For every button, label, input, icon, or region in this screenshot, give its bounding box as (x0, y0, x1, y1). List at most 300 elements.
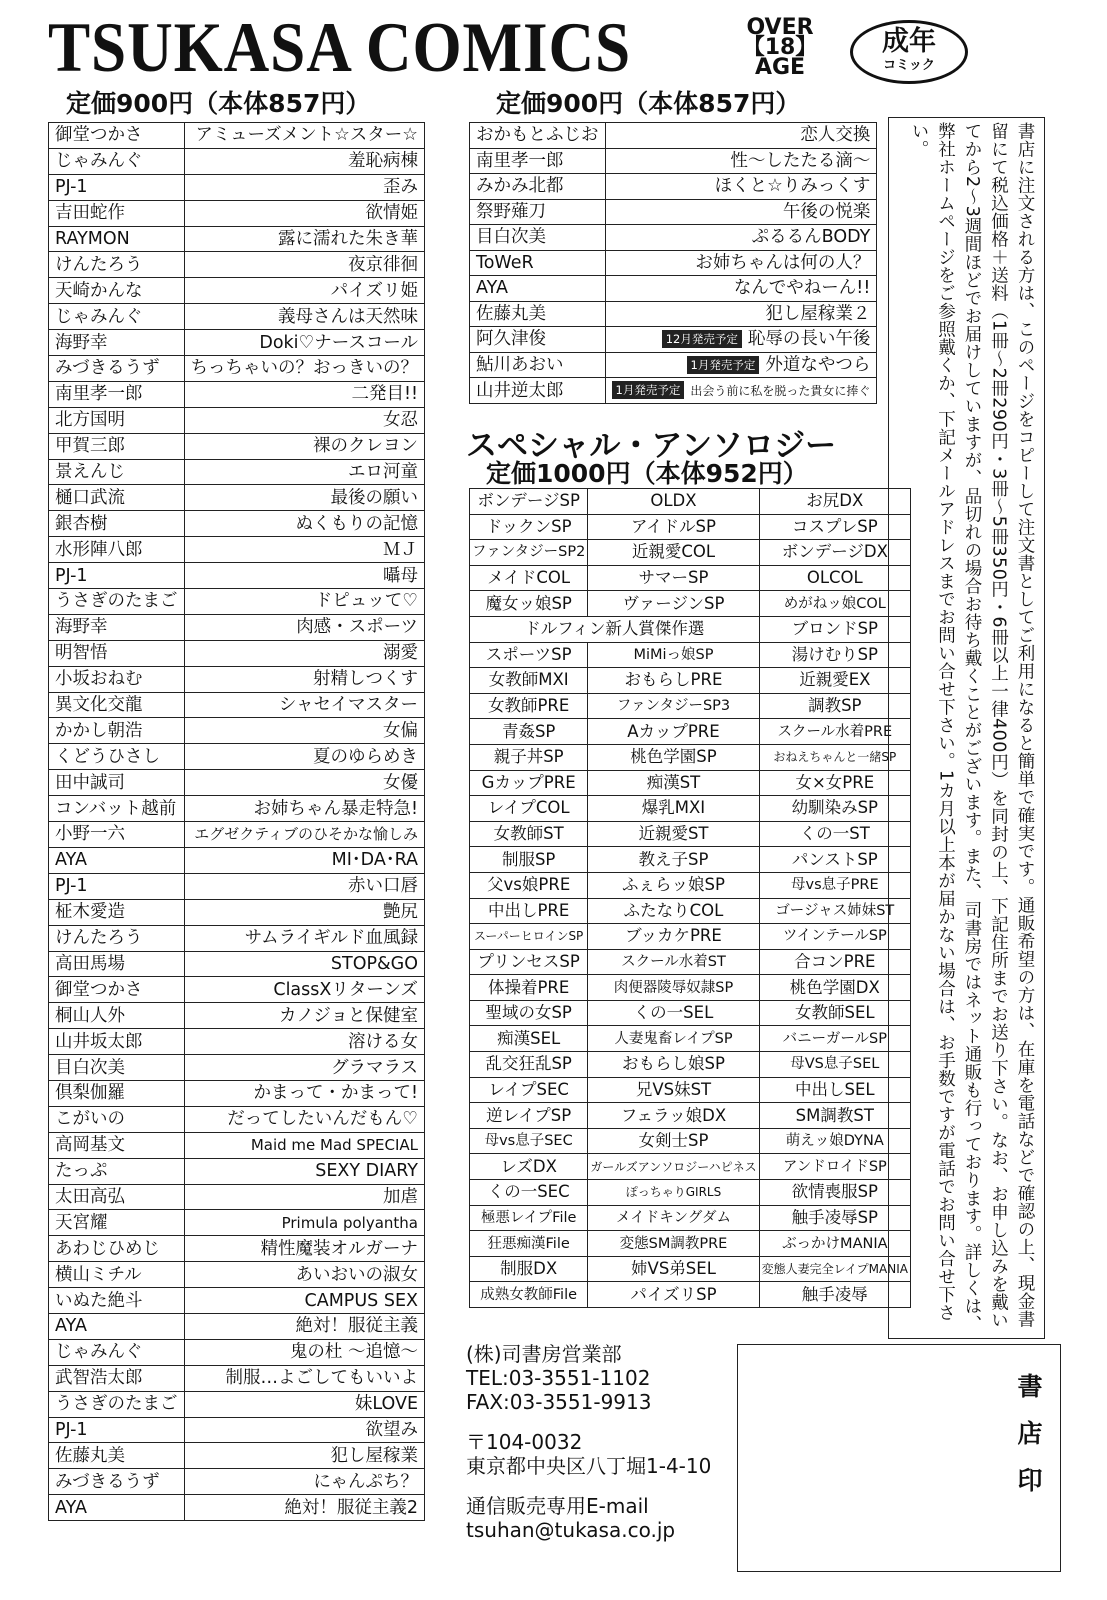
postal-code: 〒104-0032 (466, 1430, 583, 1454)
author-name: 佐藤丸美 (49, 1443, 185, 1469)
special-title: 肉便器陵辱奴隷SP (588, 975, 759, 1001)
left-table-row (49, 226, 425, 252)
author-name: 祭野薙刀 (470, 199, 606, 225)
middle-title-table (469, 122, 877, 404)
tel-number: TEL:03-3551-1102 (466, 1366, 651, 1390)
special-title: パイズリSP (588, 1282, 759, 1308)
email-label: 通信販売専用E-mail (466, 1494, 649, 1518)
author-name: 異文化交龍 (49, 692, 185, 718)
special-title: ボンデージDX (759, 540, 910, 566)
special-title: プリンセスSP (470, 949, 588, 975)
special-title: 乱交狂乱SP (470, 1052, 588, 1078)
author-name: じゃみんぐ (49, 1339, 185, 1365)
special-title: ドックンSP (470, 514, 588, 540)
left-table-row (49, 1106, 425, 1132)
special-title: OLDX (588, 489, 759, 515)
author-name: こがいの (49, 1106, 185, 1132)
left-table-row (49, 1365, 425, 1391)
book-title: ちっちゃいの？おっきいの？ (184, 356, 425, 382)
left-table-row (49, 951, 425, 977)
author-name: かかし朝浩 (49, 718, 185, 744)
left-table-row (49, 640, 425, 666)
special-title: 女教師ST (470, 821, 588, 847)
book-title: シャセイマスター (184, 692, 425, 718)
author-name: 明智悟 (49, 640, 185, 666)
special-title: アンドロイドSP (759, 1154, 910, 1180)
author-name: 佐藤丸美 (470, 301, 606, 327)
book-title: 出会う前に私を脱った貴女に捧ぐ (690, 384, 871, 398)
special-title: 父vs娘PRE (470, 872, 588, 898)
book-title: 女優 (184, 770, 425, 796)
book-title: 義母さんは天然味 (184, 304, 425, 330)
special-title: MiMiっ娘SP (588, 642, 759, 668)
author-name: けんたろう (49, 925, 185, 951)
left-table-row (49, 1080, 425, 1106)
special-title: ヴァージンSP (588, 591, 759, 617)
book-title: カノジョと保健室 (184, 1003, 425, 1029)
special-title: 聖域の女SP (470, 1000, 588, 1026)
author-name: 水形陣八郎 (49, 537, 185, 563)
book-title: 欲情姫 (184, 200, 425, 226)
special-table-row (470, 642, 911, 668)
author-name: うさぎのたまご (49, 1391, 185, 1417)
left-table-row (49, 1495, 425, 1521)
special-title: 親子丼SP (470, 744, 588, 770)
author-name: みかみ北都 (470, 174, 606, 200)
left-table-row (49, 1443, 425, 1469)
contact-block (466, 1342, 711, 1542)
special-table-row (470, 489, 911, 515)
price-middle: 定価900円（本体857円） (496, 89, 801, 118)
special-title: 湯けむりSP (759, 642, 910, 668)
over-label: OVER (746, 15, 814, 40)
special-title: バニーガールSP (759, 1026, 910, 1052)
special-title: 母VS息子SEL (759, 1052, 910, 1078)
special-title: 制服SP (470, 847, 588, 873)
special-table-row (470, 1180, 911, 1206)
author-name: 吉田蛇作 (49, 200, 185, 226)
left-table-row (49, 666, 425, 692)
author-name: じゃみんぐ (49, 148, 185, 174)
release-badge: 1月発売予定 (612, 381, 685, 399)
left-table-row (49, 873, 425, 899)
special-table-row (470, 1256, 911, 1282)
author-name: 天崎かんな (49, 278, 185, 304)
middle-table-row (470, 250, 877, 276)
left-table-row (49, 589, 425, 615)
special-title: 女×女PRE (759, 770, 910, 796)
special-title: メイドCOL (470, 565, 588, 591)
special-table-row (470, 693, 911, 719)
book-title: 夜京徘徊 (184, 252, 425, 278)
release-badge: 12月発売予定 (662, 330, 742, 348)
book-title: お姉ちゃん暴走特急! (184, 796, 425, 822)
special-title: フェラッ娘DX (588, 1103, 759, 1129)
special-title: ブッカケPRE (588, 924, 759, 950)
special-title: 触手凌辱SP (759, 1205, 910, 1231)
special-title: 極悪レイプFile (470, 1205, 588, 1231)
left-table-row (49, 1132, 425, 1158)
special-title: 桃色学園SP (588, 744, 759, 770)
author-name: みづきるうず (49, 356, 185, 382)
special-title: おねえちゃんと一緒SP (759, 744, 910, 770)
book-title: だってしたいんだもん♡ (184, 1106, 425, 1132)
special-table-row (470, 796, 911, 822)
special-title: めがねッ娘COL (759, 591, 910, 617)
special-title: ドルフィン新人賞傑作選 (470, 616, 760, 642)
book-title: 女忍 (184, 407, 425, 433)
special-table-row (470, 514, 911, 540)
left-title-table (48, 122, 425, 1521)
left-table-row (49, 1339, 425, 1365)
special-table-row (470, 847, 911, 873)
special-title: 桃色学園DX (759, 975, 910, 1001)
book-title: 最後の願い (184, 485, 425, 511)
book-title: ＭＪ (184, 537, 425, 563)
left-table-row (49, 511, 425, 537)
left-table-row (49, 1055, 425, 1081)
book-title: 二発目!! (184, 381, 425, 407)
special-table-row (470, 1205, 911, 1231)
author-name: PJ-1 (49, 1417, 185, 1443)
special-table-row (470, 1052, 911, 1078)
book-title: 露に濡れた朱き華 (184, 226, 425, 252)
special-title: スクール水着ST (588, 949, 759, 975)
book-title: ほくと☆りみっくす (714, 176, 871, 197)
book-title: ぷるるんBODY (751, 227, 871, 248)
left-table-row (49, 148, 425, 174)
left-table-row (49, 537, 425, 563)
left-table-row (49, 459, 425, 485)
book-title-cell (605, 378, 877, 404)
author-name: いぬた絶斗 (49, 1288, 185, 1314)
book-title: STOP&GO (184, 951, 425, 977)
book-title: グラマラス (184, 1055, 425, 1081)
author-name: 鮎川あおい (470, 352, 606, 378)
special-table-row (470, 668, 911, 694)
author-name: 阿久津俊 (470, 327, 606, 353)
author-name: 御堂つかさ (49, 123, 185, 149)
author-name: PJ-1 (49, 873, 185, 899)
special-table-row (470, 540, 911, 566)
left-table-row (49, 692, 425, 718)
special-title: ファンタジーSP2 (470, 540, 588, 566)
book-title: 囁母 (184, 563, 425, 589)
left-table-row (49, 899, 425, 925)
age-label: AGE (754, 55, 806, 80)
author-name: 目白次美 (470, 225, 606, 251)
special-title: 変態人妻完全レイプMANIA (759, 1256, 910, 1282)
special-title: 教え子SP (588, 847, 759, 873)
book-title: 欲望み (184, 1417, 425, 1443)
author-name: PJ-1 (49, 174, 185, 200)
price-special: 定価1000円（本体952円） (486, 459, 808, 488)
special-title: ぶっかけMANIA (759, 1231, 910, 1257)
left-table-row (49, 330, 425, 356)
book-title: Doki♡ナースコール (184, 330, 425, 356)
author-name: RAYMON (49, 226, 185, 252)
special-title: 成熟女教師File (470, 1282, 588, 1308)
book-title: SEXY DIARY (184, 1158, 425, 1184)
over-18-mark (730, 15, 830, 80)
special-table-row (470, 1231, 911, 1257)
special-title: 欲情喪服SP (759, 1180, 910, 1206)
left-table-row (49, 847, 425, 873)
special-title: スポーツSP (470, 642, 588, 668)
order-instructions-box (888, 117, 1045, 1339)
special-table-row (470, 949, 911, 975)
book-title: にゃんぷち？ (184, 1469, 425, 1495)
author-name: 銀杏樹 (49, 511, 185, 537)
special-title: スーパーヒロインSP (470, 924, 588, 950)
left-table-row (49, 614, 425, 640)
left-table-row (49, 123, 425, 149)
left-table-row (49, 770, 425, 796)
address: 東京都中央区八丁堀1-4-10 (466, 1454, 712, 1478)
middle-table-row (470, 301, 877, 327)
left-table-row (49, 1029, 425, 1055)
special-table-row (470, 1128, 911, 1154)
special-title: パンストSP (759, 847, 910, 873)
book-title: 歪み (184, 174, 425, 200)
author-name: 御堂つかさ (49, 977, 185, 1003)
book-title: エグゼクティブのひそかな愉しみ (184, 822, 425, 848)
left-table-row (49, 1262, 425, 1288)
special-title: アイドルSP (588, 514, 759, 540)
special-table-row (470, 821, 911, 847)
author-name: くどうひさし (49, 744, 185, 770)
left-table-row (49, 977, 425, 1003)
special-title: 女教師MXI (470, 668, 588, 694)
author-name: あわじひめじ (49, 1236, 185, 1262)
book-title-cell (605, 250, 877, 276)
author-name: AYA (49, 1495, 185, 1521)
special-title: ブロンドSP (759, 616, 910, 642)
special-anthology-title: スペシャル・アンソロジー (466, 428, 837, 464)
middle-table-row (470, 123, 877, 149)
author-name: PJ-1 (49, 563, 185, 589)
book-title: 午後の悦楽 (782, 201, 871, 222)
author-name: じゃみんぐ (49, 304, 185, 330)
book-title: 肉感・スポーツ (184, 614, 425, 640)
author-name: 高岡基文 (49, 1132, 185, 1158)
special-anthology-table (469, 488, 911, 1308)
special-title: くの一SEC (470, 1180, 588, 1206)
book-title-cell (605, 301, 877, 327)
special-title: ファンタジーSP3 (588, 693, 759, 719)
left-table-row (49, 381, 425, 407)
book-title: Maid me Mad SPECIAL (184, 1132, 425, 1158)
special-title: ふたなりCOL (588, 898, 759, 924)
special-title: 幼馴染みSP (759, 796, 910, 822)
author-name: AYA (49, 847, 185, 873)
book-title: 恋人交換 (800, 125, 871, 146)
adult-badge-sub: コミック (883, 58, 935, 73)
author-name: 天宮耀 (49, 1210, 185, 1236)
middle-table-row (470, 276, 877, 302)
book-title: 羞恥病棟 (184, 148, 425, 174)
author-name: 山井逆太郎 (470, 378, 606, 404)
special-table-row (470, 898, 911, 924)
middle-table-row (470, 199, 877, 225)
left-table-row (49, 1288, 425, 1314)
book-title: お姉ちゃんは何の人？ (695, 252, 871, 273)
author-name: 山井坂太郎 (49, 1029, 185, 1055)
book-title: ClassXリターンズ (184, 977, 425, 1003)
book-title-cell (605, 123, 877, 149)
special-table-row (470, 770, 911, 796)
price-left: 定価900円（本体857円） (66, 89, 371, 118)
special-title: 近親愛COL (588, 540, 759, 566)
special-title: サマーSP (588, 565, 759, 591)
author-name: 柾木愛造 (49, 899, 185, 925)
author-name: 目白次美 (49, 1055, 185, 1081)
special-table-row (470, 616, 911, 642)
book-title: 犯し屋稼業 (184, 1443, 425, 1469)
special-title: GカップPRE (470, 770, 588, 796)
book-title: 妹LOVE (184, 1391, 425, 1417)
special-title: お尻DX (759, 489, 910, 515)
adult-badge-main: 成年 (882, 26, 936, 57)
special-title: ゴージャス姉妹ST (759, 898, 910, 924)
book-title: なんでやねーん!! (733, 278, 871, 299)
author-name: 南里孝一郎 (49, 381, 185, 407)
special-title: ふぇらッ娘SP (588, 872, 759, 898)
book-title: 裸のクレヨン (184, 433, 425, 459)
author-name: 海野幸 (49, 330, 185, 356)
left-table-row (49, 1158, 425, 1184)
author-name: 田中誠司 (49, 770, 185, 796)
special-title: 魔女ッ娘SP (470, 591, 588, 617)
special-table-row (470, 1282, 911, 1308)
book-title-cell (605, 225, 877, 251)
book-title: 絶対！服従主義 (184, 1313, 425, 1339)
left-table-row (49, 1003, 425, 1029)
brand-title: TSUKASA COMICS (48, 9, 632, 87)
special-title: 青姦SP (470, 719, 588, 745)
special-table-row (470, 744, 911, 770)
author-name: 景えんじ (49, 459, 185, 485)
author-name: たっぷ (49, 1158, 185, 1184)
special-title: OLCOL (759, 565, 910, 591)
author-name: 横山ミチル (49, 1262, 185, 1288)
left-table-row (49, 1417, 425, 1443)
author-name: 高田馬場 (49, 951, 185, 977)
special-table-row (470, 1026, 911, 1052)
left-table-row (49, 1469, 425, 1495)
special-title: おもらしPRE (588, 668, 759, 694)
author-name: コンバット越前 (49, 796, 185, 822)
special-table-row (470, 872, 911, 898)
order-instructions-text: 書店に注文される方は、このページをコピーして注文書としてご利用になると簡単で確実です。通販希望の方は、在庫を電話などで確認の上、現金書留にて税込価格＋送料（1冊～2冊290円・3冊～5冊350円・6冊以上一律400円）を同封の上、下記住所までお送り下さい。なお、お申し込みを戴いてから2〜3週間ほどでお届けしていますが、品切れの場合お待ち戴くことがございます。また、司書房ではネット通販も行っております。詳しくは、弊社ホームページをご参照戴くか、下記メールアドレスまでお問い合せ下さい。1カ月以上本が届かない場合は、お手数ですが電話でお問い合せ下さい。 (909, 122, 1035, 1334)
left-table-row (49, 407, 425, 433)
left-table-row (49, 485, 425, 511)
book-title: アミューズメント☆スター☆ (184, 123, 425, 149)
book-title: ドピュッて♡ (184, 589, 425, 615)
special-title: 中出しSEL (759, 1077, 910, 1103)
left-table-row (49, 563, 425, 589)
special-title: 母vs息子SEC (470, 1128, 588, 1154)
left-table-row (49, 252, 425, 278)
special-title: 女教師SEL (759, 1000, 910, 1026)
bookstore-stamp-label: 書店印 (1014, 1373, 1043, 1514)
special-table-row (470, 975, 911, 1001)
book-title: 加虐 (184, 1184, 425, 1210)
special-title: レズDX (470, 1154, 588, 1180)
special-title: 痴漢ST (588, 770, 759, 796)
book-title: 制服…よごしてもいいよ (184, 1365, 425, 1391)
author-name: 小野一六 (49, 822, 185, 848)
author-name: おかもとふじお (470, 123, 606, 149)
book-title: 恥辱の長い午後 (747, 329, 871, 350)
left-table-row (49, 1236, 425, 1262)
book-title: ぬくもりの記憶 (184, 511, 425, 537)
book-title-cell (605, 327, 877, 353)
special-title: 爆乳MXI (588, 796, 759, 822)
book-title: 犯し屋稼業２ (765, 303, 871, 324)
special-title: 痴漢SEL (470, 1026, 588, 1052)
author-name: 太田高弘 (49, 1184, 185, 1210)
special-table-row (470, 1077, 911, 1103)
book-title: 溶ける女 (184, 1029, 425, 1055)
email-address: tsuhan@tukasa.co.jp (466, 1518, 676, 1542)
book-title: CAMPUS SEX (184, 1288, 425, 1314)
left-table-row (49, 822, 425, 848)
book-title: 溺愛 (184, 640, 425, 666)
special-title: 近親愛EX (759, 668, 910, 694)
author-name: みづきるうず (49, 1469, 185, 1495)
special-title: ツインテールSP (759, 924, 910, 950)
special-title: 逆レイプSP (470, 1103, 588, 1129)
author-name: 北方国明 (49, 407, 185, 433)
special-title: 母vs息子PRE (759, 872, 910, 898)
special-title: 女教師PRE (470, 693, 588, 719)
special-title: レイプSEC (470, 1077, 588, 1103)
book-title-cell (605, 199, 877, 225)
book-title: 射精しつくす (184, 666, 425, 692)
book-title: サムライギルド血風録 (184, 925, 425, 951)
special-title: ぽっちゃりGIRLS (588, 1180, 759, 1206)
left-table-row (49, 174, 425, 200)
special-title: 体操着PRE (470, 975, 588, 1001)
left-table-row (49, 278, 425, 304)
middle-table-row (470, 225, 877, 251)
author-name: 海野幸 (49, 614, 185, 640)
special-table-row (470, 591, 911, 617)
special-title: コスプレSP (759, 514, 910, 540)
special-table-row (470, 565, 911, 591)
left-table-row (49, 1313, 425, 1339)
special-title: 女剣士SP (588, 1128, 759, 1154)
left-table-row (49, 796, 425, 822)
author-name: うさぎのたまご (49, 589, 185, 615)
left-table-row (49, 356, 425, 382)
middle-table-row (470, 352, 877, 378)
adult-comic-badge (850, 20, 968, 84)
special-title: スクール水着PRE (759, 719, 910, 745)
special-table-row (470, 1154, 911, 1180)
special-title: 人妻鬼畜レイプSP (588, 1026, 759, 1052)
book-title: MI･DA･RA (184, 847, 425, 873)
special-table-row (470, 719, 911, 745)
special-title: メイドキングダム (588, 1205, 759, 1231)
special-title: 姉VS弟SEL (588, 1256, 759, 1282)
book-title-cell (605, 276, 877, 302)
author-name: 甲賀三郎 (49, 433, 185, 459)
author-name: 南里孝一郎 (470, 148, 606, 174)
special-title: ガールズアンソロジーハピネス (588, 1154, 759, 1180)
company-name: (株)司書房営業部 (466, 1342, 622, 1366)
